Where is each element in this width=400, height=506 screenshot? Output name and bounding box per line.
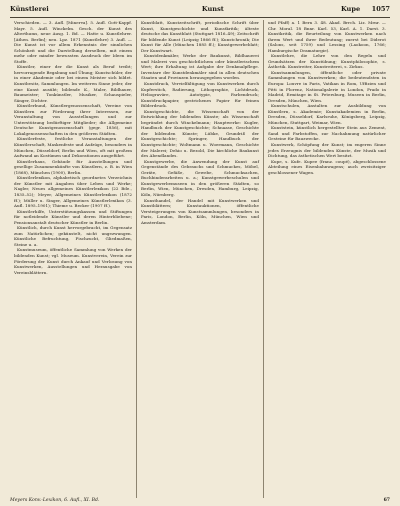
footer-signature: Meyers Konv.-Lexikon, 6. Aufl., XI. Bd. xyxy=(10,498,100,503)
entry-paragraph: Kunstdruck, Vervielfältigung von Kunstwerken durch Kupferstich, Radierung, Lithographie, Lichtdruck, Heliogravüre, Autotypie, Farbendruck; Kunstdruckpapier, gestrichenes Papier für feinen Bilderdruck. xyxy=(141,81,259,109)
entry-paragraph: Kunstsammlungen, öffentliche oder private Sammlungen von Kunstwerken; die bedeutendsten in Europa: Louvre in Paris, Vatikan in Rom, Uffizien und Pitti in Florenz, Nationalgalerie in London, Prado in Madrid, Ermitage in St. Petersburg, Museen in Berlin, Dresden, München, Wien. xyxy=(268,69,386,103)
entry-paragraph: Kunstdenkmäler, Werke der Baukunst, Bildhauerei und Malerei von geschichtlichem oder künstlerischem Wert; ihre Erhaltung ist Aufgabe der Denkmalpflege. Inventare der Kunstdenkmäler sind in allen deutschen Staaten und Provinzen herausgegeben worden. xyxy=(141,53,259,81)
entry-paragraph: Kupe, s. Kufe. Kupee (franz. coupé), abgeschlossene Abteilung eines Eisenbahnwagens; auch zweisitziger geschlossener Wagen. xyxy=(268,158,386,175)
entry-paragraph: Kunsthandel, der Handel mit Kunstwerken und Kunstblättern; Kunstauktionen, öffentliche Versteigerungen von Kunstsammlungen, besonders in Paris, London, Berlin, Köln, München, Wien und Amsterdam. xyxy=(141,197,259,225)
entry-paragraph: Kunststein, künstlich hergestellter Stein aus Zement, Sand und Farbstoffen, zur Nachahmung natürlicher Gesteine für Bauzwecke. xyxy=(268,125,386,142)
entry-paragraph: Künstlerfeste, festliche Veranstaltungen der Künstlerschaft, Maskenfeste und Aufzüge, besonders in München, Düsseldorf, Berlin und Wien, oft mit großem Aufwand an Kostümen und Dekorationen ausgeführt. xyxy=(14,136,132,159)
entry-paragraph: Kunstblatt, Kunstzeitschrift, periodische Schrift über Kunst, Kunstgeschichte und Kunstkritik; älteste deutsche das Kunstblatt (Stuttgart 1816–49); Zeitschrift für bildende Kunst (Leipzig 1866 ff.); Kunstchronik; Die Kunst für Alle (München 1885 ff.); Kunstgewerbeblatt; Der Kunstwart. xyxy=(141,20,259,53)
entry-paragraph: Kunstgeschichte, die Wissenschaft von der Entwicklung der bildenden Künste; als Wissenschaft begründet durch Winckelmann; Hauptwerke: Kugler, Handbuch der Kunstgeschichte; Schnaase, Geschichte der bildenden Künste; Lübke, Grundriß der Kunstgeschichte; Springer, Handbuch der Kunstgeschichte; Woltmann u. Woermann, Geschichte der Malerei; Dehio u. Bezold, Die kirchliche Baukunst des Abendlandes. xyxy=(141,108,259,159)
header-right xyxy=(341,5,390,13)
page-number: 1057 xyxy=(371,5,390,13)
header-left-word: Künstlerei xyxy=(10,5,49,13)
entry-paragraph: Künstlerbund, Künstlergenossenschaft, Vereine von Künstlern zur Förderung ihrer Interessen, zur Veranstaltung von Ausstellungen und zur Unterstützung bedürftiger Mitglieder; die Allgemeine Deutsche Kunstgenossenschaft (gegr. 1856), mit Lokalgenossenschaften in den größeren Städten. xyxy=(14,103,132,136)
entry-paragraph: Künstler, einer der die Kunst als Beruf treibt; hervorragende Begabung und Übung; Kunstschüler, der in einer Akademie oder bei einem Meister sich bildet. Kunstbesitz, Sammlungen. Im weiteren Sinne jeder, der eine Kunst ausübt; bildende K., Maler, Bildhauer, Baumeister; Tonkünstler, Musiker, Schauspieler, Sänger, Dichter. xyxy=(14,64,132,103)
header-middle-word: Kunst xyxy=(201,5,224,13)
footer-sheet-number: 67 xyxy=(383,498,390,503)
entry-paragraph: Künstlerhilfe, Unterstützungskassen und Stiftungen für notleidende Künstler und deren Hinterbliebene; Pensionsanstalt deutscher Künstler in Berlin. xyxy=(14,208,132,225)
entry-paragraph: Künstlich, durch Kunst hervorgebracht, im Gegensatz zum Natürlichen; gekünstelt, nicht ungezwungen. Künstliche Befruchtung, Fischzucht, Gliedmaßen, Steine u. a. xyxy=(14,225,132,247)
column-right xyxy=(263,20,390,498)
entry-paragraph: Kunstschulen, Anstalten zur Ausbildung von Künstlern, s. Akademie; Kunstakademien in Berlin, Dresden, Düsseldorf, Karlsruhe, Königsberg, Leipzig, München, Stuttgart, Weimar, Wien. xyxy=(268,103,386,125)
entry-paragraph: Verschieden. — 3. Aufl. [Minerva]. 5. Aufl. Gott-Kappf. Mayr. 5. Aufl. Winckelm. Gesch. der Kunst des Alterthums, neue Ausg. 1. Bd. — Hatte u. Kunstlehrer. [Athen. Berlin]; neu. Lpz. 1871 (Kunstlehre) 3. Aufl. — Die Kunst ist vor allem Erkenntnis der sinnlichen Schönheit und die Darstellung derselben, mit einem mehr oder minder bewussten Ausdruck der Ideen im Stoffe. xyxy=(14,20,132,64)
header-right-word: Kupe xyxy=(340,5,361,13)
running-header xyxy=(10,5,390,18)
entry-paragraph: Kunstlehre, die Lehre von den Regeln und Grundsätzen der Kunstübung; Kunstphilosophie, s. Ästhetik. Kunstreiter, Kunstreiterei, s. Zirkus. xyxy=(268,53,386,70)
column-left xyxy=(10,20,136,498)
entry-paragraph: Kunstwerk, Schöpfung der Kunst; im engeren Sinne jedes Erzeugnis der bildenden Künste, der Musik und Dichtung, das ästhetischen Wert besitzt. xyxy=(268,142,386,159)
column-middle xyxy=(136,20,263,498)
entry-paragraph: Künstlerlexikon, alphabetisch geordnetes Verzeichnis der Künstler mit Angaben über Leben und Werke; Nagler, Neues allgemeines Künstlerlexikon (22 Bde., 1835–52); Meyer, Allgemeines Künstlerlexikon (1872 ff.); Müller u. Singer, Allgemeines Künstlerlexikon (3. Aufl. 1895–1901); Thieme u. Becker (1907 ff.). xyxy=(14,175,132,209)
entry-paragraph: Künstlerhaus, Gebäude für Ausstellungen und gesellige Zusammenkünfte von Künstlern, z. B. in Wien (1868), München (1900), Berlin. xyxy=(14,158,132,175)
entry-paragraph: und Pfaff) a. 1 Bern 3. 48. Akad. Brrch. Liz. Mrnr. — Chr. Moral. 18 Bnnr. Karl. 53, Karl. A. 1. Darst. 3. Kunstkritik, die Beurteilung von Kunstwerken nach ihrem Wert und ihrer Bedeutung; zuerst bei Diderot (Salons, seit 1759) und Lessing (Laokoon, 1766; Hamburgische Dramaturgie). xyxy=(268,20,386,53)
entry-paragraph: Kunstmuseum, öffentliche Sammlung von Werken der bildenden Kunst; vgl. Museum. Kunstverein, Verein zur Förderung der Kunst durch Ankauf und Verlosung von Kunstwerken, Ausstellungen und Herausgabe von Vereinsblättern. xyxy=(14,247,132,275)
page-footer xyxy=(10,498,390,503)
entry-paragraph: Kunstgewerbe, die Anwendung der Kunst auf Gegenstände des Gebrauchs und Schmuckes, Möbel, Geräte, Gefäße, Gewebe, Schmucksachen, Buchbinderarbeiten u. a.; Kunstgewerbeschulen und Kunstgewerbemuseen in den größeren Städten, so Berlin, Wien, München, Dresden, Hamburg, Leipzig, Köln, Nürnberg. xyxy=(141,158,259,197)
text-columns xyxy=(10,20,390,498)
